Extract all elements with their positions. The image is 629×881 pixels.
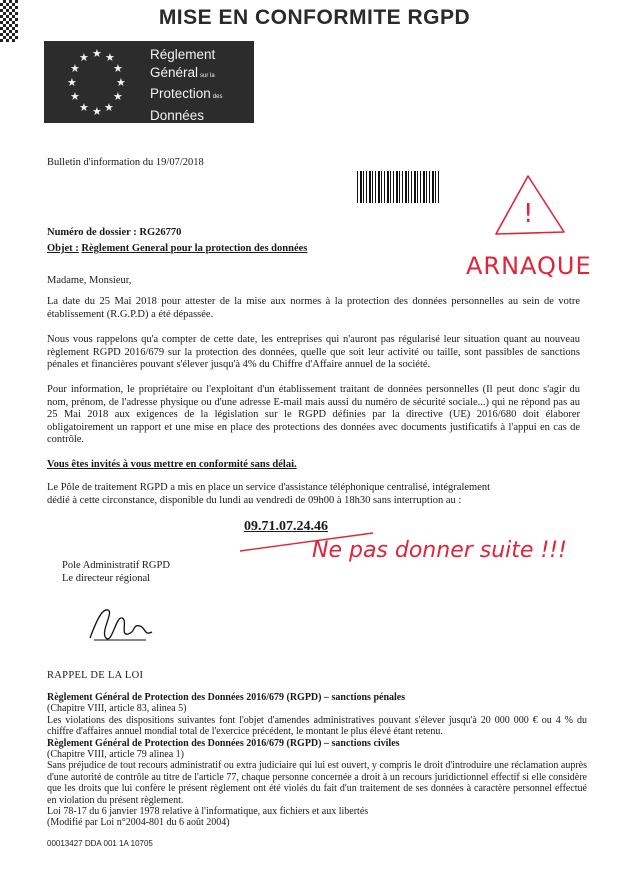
svg-text:★: ★ [113,90,123,103]
svg-text:★: ★ [92,105,102,118]
objet-text: Règlement General pour la protection des données [81,243,308,254]
eu-stars-icon [58,41,138,123]
logo-line-3: Protection [150,86,211,101]
rappel-heading: RAPPEL DE LA LOI [47,670,144,681]
salutation: Madame, Monsieur, [47,275,132,286]
logo-line-3-sub: des [212,94,223,100]
civil-title: Règlement Général de Protection des Données 2016/679 (RGPD) – sanctions civiles [47,737,400,749]
svg-text:★: ★ [116,76,126,89]
rgpd-logo [44,41,254,123]
penal-ref: (Chapitre VIII, article 83, alinea 5) [47,703,187,715]
paragraph-2: Nous vous rappelons qu'a compter de cette date, les entreprises qui n'auront pas régularisé leur situation quant au nouveau règlement RGPD 2016/679 sur la protection des données, quelle que soit leur activité ou taille, sont passibles de sanctions pénales et financières pouvant s'élever jusqu'à 4% du Chiffre d'Affaire annuel de la société. [47,334,580,371]
civil-ref: (Chapitre VIII, article 79 alinea 1) [47,749,184,761]
phone-number: 09.71.07.24.46 [244,519,328,534]
dossier-number: RG26770 [139,227,182,238]
ne-pas-donner-suite-annotation: Ne pas donner suite !!! [312,538,567,563]
logo-line-4: Données [150,107,205,123]
page-title: MISE EN CONFORMITE RGPD [158,6,471,29]
objet-label: Objet : [47,243,79,254]
signature-line-2: Le directeur régional [62,573,151,584]
law-section [47,692,587,829]
paragraph-4-line-2: dédié à cette circonstance, disponible du lundi au vendredi de 09h00 à 18h30 sans interruption au : [47,495,462,506]
warning-mark: ! [523,199,534,229]
logo-line-2-sub: sur la [200,72,215,79]
svg-text:★: ★ [113,62,123,75]
invite-text: Vous êtes invités à vous mettre en conformité sans délai. [47,459,297,470]
penal-text: Les violations des dispositions suivantes font l'objet d'amendes administratives pouvant s'élever jusqu'à 20 000 000 € ou 4 % du chiffre d'affaires annuel mondial total de l'exercice précédent, le montant le plus élevé étant retenu. [47,714,587,738]
svg-text:★: ★ [67,76,77,89]
svg-text:★: ★ [105,51,115,64]
paragraph-3: Pour information, le propriétaire ou l'exploitant d'un établissement traitant de données personnelles (Il peut donc s'agir du nom, prénom, de l'adresse physique ou d'une adresse E-mail mais aussi du numéro de sécurité sociale...) qui ne répond pas au 25 Mai 2018 aux exigences de la législation sur le RGPD définies par la directive (UE) 2016/680 doit élaborer obligatoirement un rapport et une mise en place des protections des données avec documents justificatifs à l'appui en cas de contrôle. [47,384,580,446]
modifie-line: (Modifié par Loi n°2004-801 du 6 août 2004) [47,817,230,829]
barcode [357,171,441,203]
loi-line: Loi 78-17 du 6 janvier 1978 relative à l'informatique, aux fichiers et aux libertés [47,806,369,818]
logo-line-2: Général [150,64,199,80]
bulletin-date: Bulletin d'information du 19/07/2018 [47,157,204,168]
paragraph-4-line-1: Le Pôle de traitement RGPD a mis en place un service d'assistance téléphonique centralisé, intégralement [47,482,491,493]
svg-text:★: ★ [79,101,89,114]
svg-text:★: ★ [70,90,80,103]
arnaque-annotation: ARNAQUE [466,252,592,280]
dossier-label: Numéro de dossier : [47,227,137,238]
signature-line-1: Pole Administratif RGPD [62,560,170,571]
svg-text:★: ★ [104,101,114,114]
footer-code: 00013427 DDA 001 1A 10705 [47,839,153,848]
logo-line-1: Réglement [150,47,216,62]
handwritten-signature [86,602,158,646]
warning-triangle-icon [490,172,570,244]
penal-title: Règlement Général de Protection des Données 2016/679 (RGPD) – sanctions pénales [47,692,406,703]
svg-text:★: ★ [79,51,89,64]
paragraph-1: La date du 25 Mai 2018 pour attester de la mise aux normes à la protection des données personnelles au sein de votre établissement (R.G.P.D) a été dépassée. [47,296,580,320]
logo-text [150,46,222,124]
svg-text:★: ★ [70,62,80,75]
civil-text: Sans préjudice de tout recours administratif ou extra judiciaire qui lui est ouvert, y compris le droit d'introduire une réclamation auprès d'une autorité de contrôle au titre de l'article 77, chaque personne concernée a droit à un recours juridictionnel effectif si elle considère que les droits que lui confère le présent règlement ont été violés du fait d'un traitement de ses données à caractère personnel effectué en violation du présent règlement. [47,760,587,806]
svg-text:★: ★ [92,47,102,60]
